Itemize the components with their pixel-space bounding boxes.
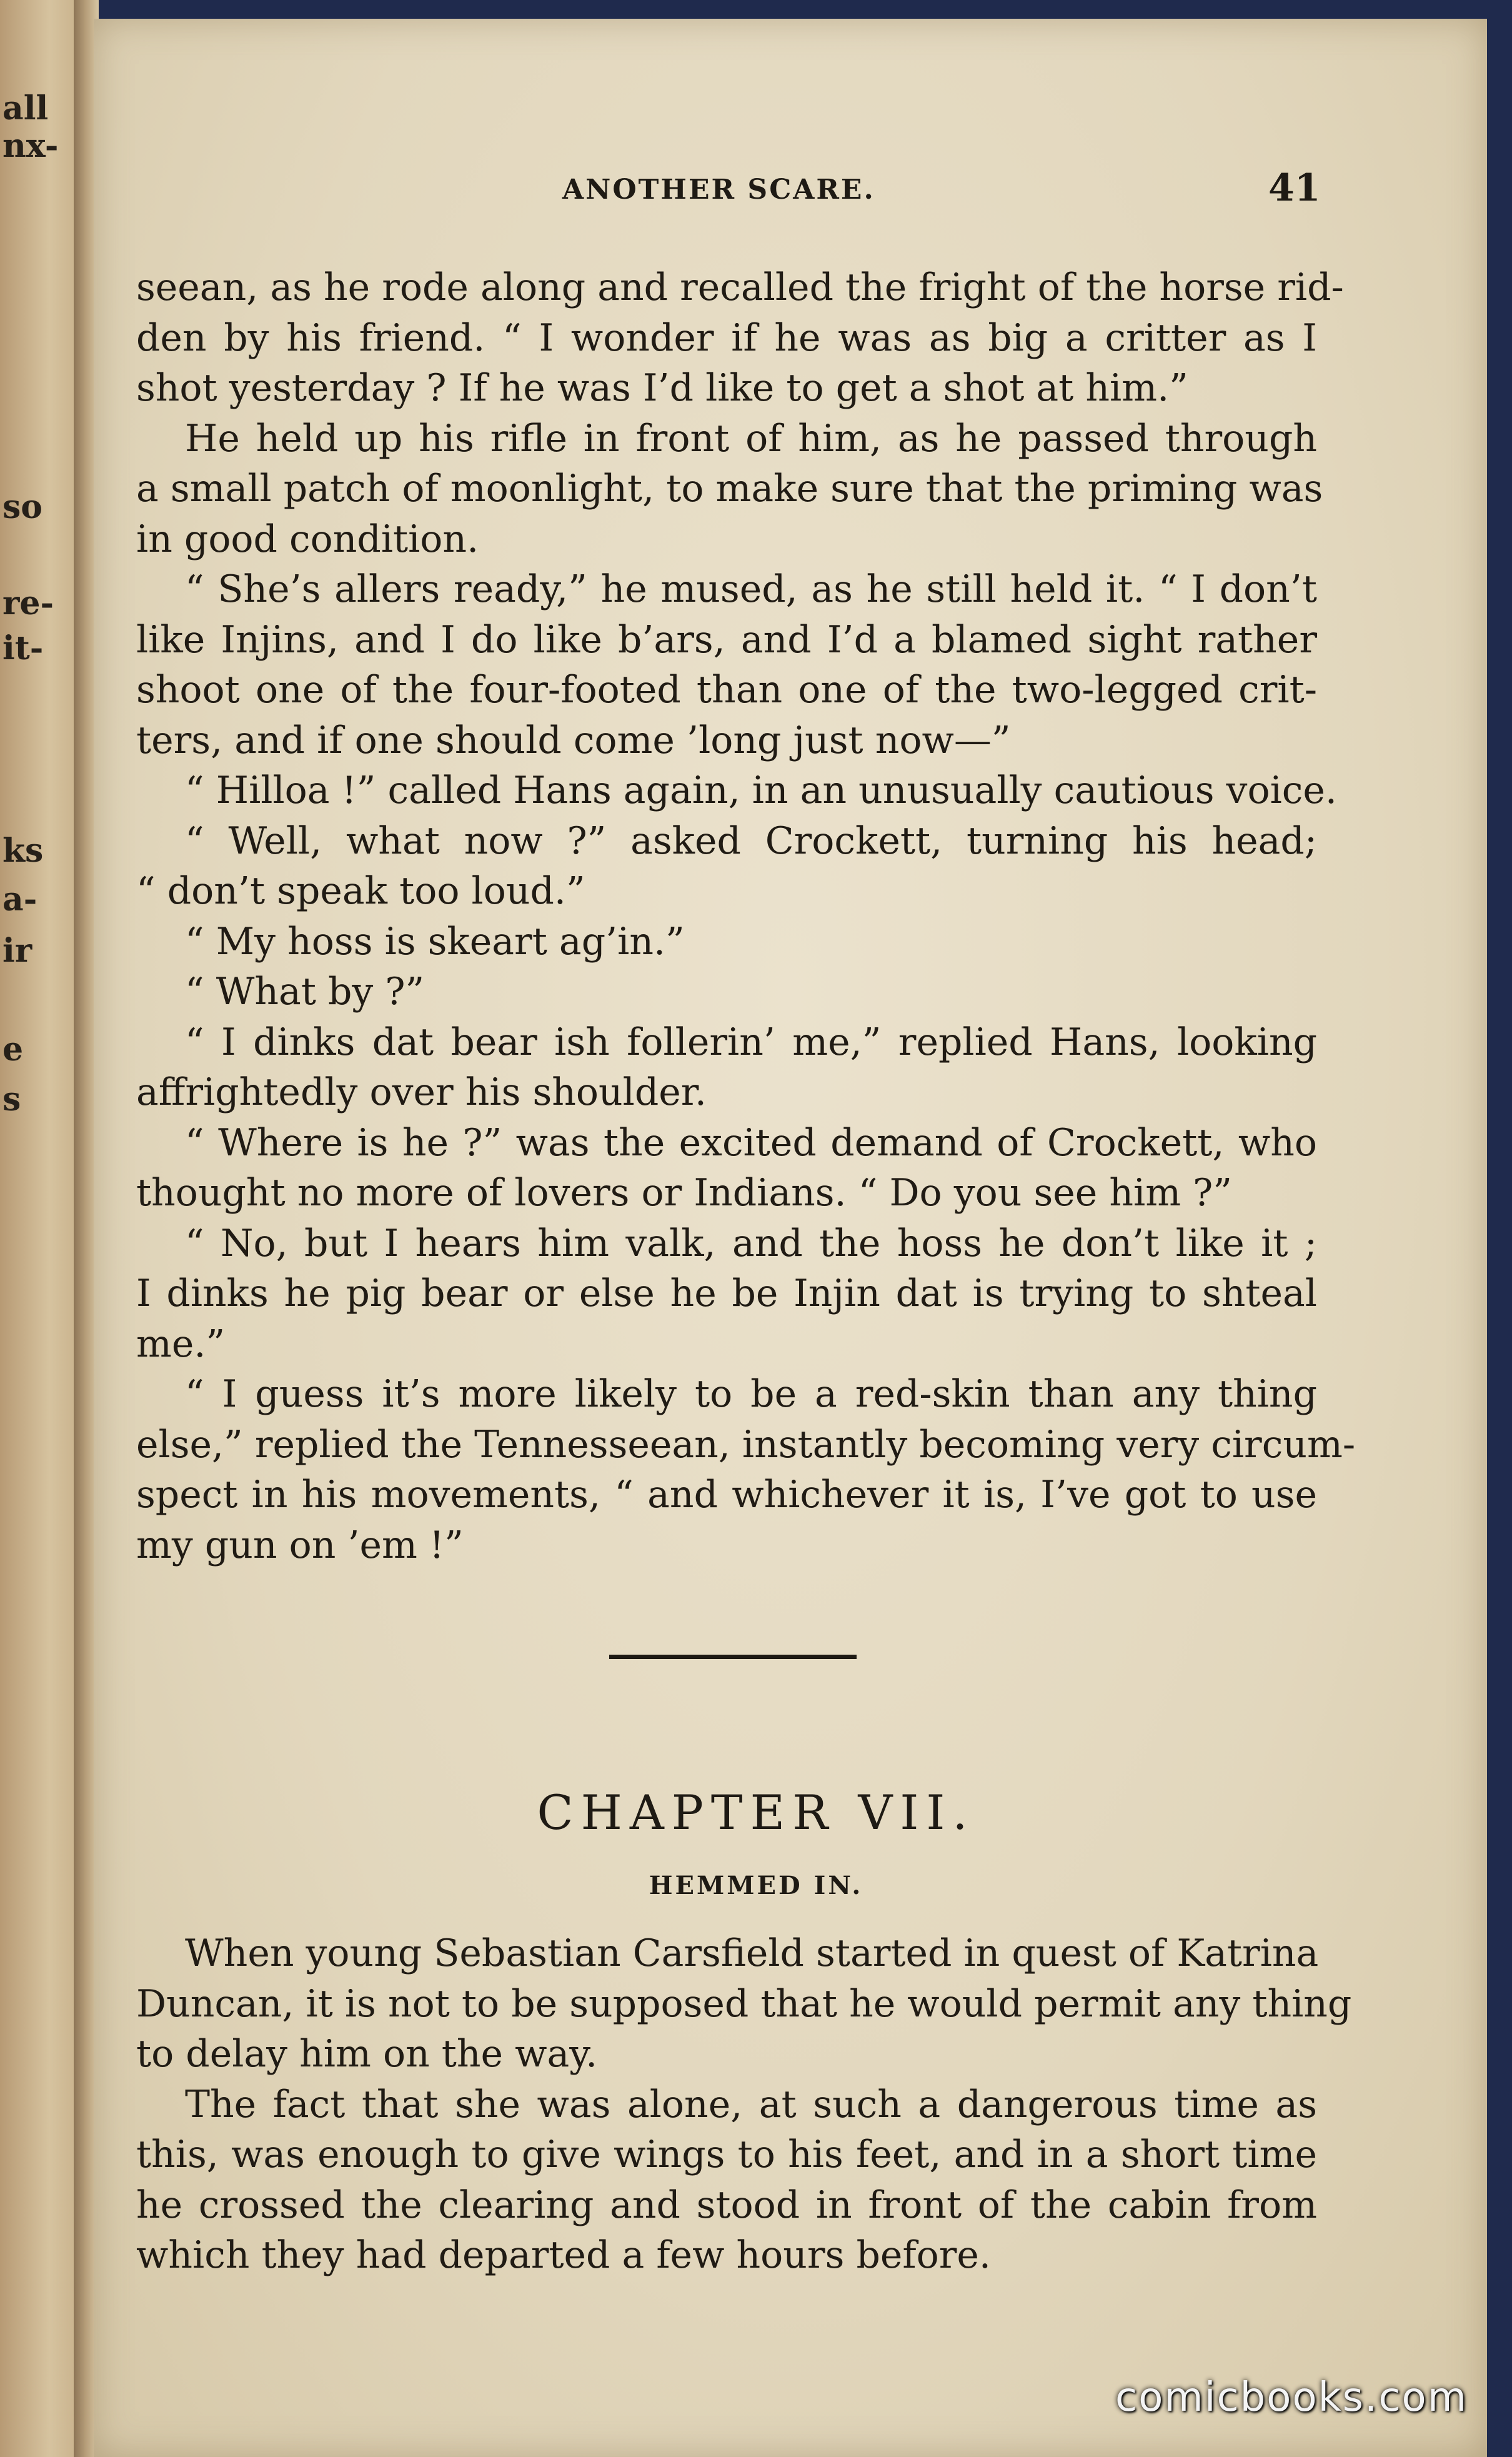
text-line: “ I guess it’s more likely to be a red-skin than any thing <box>185 1372 1317 1416</box>
text-line: which they had departed a few hours before. <box>136 2233 991 2277</box>
text-line: me.” <box>136 1322 226 1366</box>
left-page-fragment: all <box>2 89 49 127</box>
chapter-text <box>136 1928 1352 2281</box>
left-page-fragment: ir <box>2 932 32 970</box>
text-line: like Injins, and I do like b’ars, and I’d a blamed sight rather <box>136 617 1317 662</box>
text-line: “ Well, what now ?” asked Crockett, turning his head; <box>185 819 1317 863</box>
text-line: I dinks he pig bear or else he be Injin dat is trying to shteal <box>136 1272 1317 1315</box>
text-line: He held up his rifle in front of him, as he passed through <box>185 416 1317 461</box>
left-page-fragment: s <box>2 1080 21 1119</box>
left-page-fragment: a- <box>2 880 37 919</box>
text-line: “ She’s allers ready,” he mused, as he still held it. “ I don’t <box>185 567 1317 611</box>
text-line: in good condition. <box>136 517 479 561</box>
text-line: to delay him on the way. <box>136 2032 598 2076</box>
left-page-fragment: re- <box>2 584 54 622</box>
text-line: a small patch of moonlight, to make sure that the priming was <box>136 467 1323 511</box>
site-watermark: comicbooks.com <box>1115 2375 1468 2421</box>
chapter-title: CHAPTER VII. <box>537 1785 975 1840</box>
text-line: ters, and if one should come ’long just now—” <box>136 718 1011 762</box>
left-page-fragment: so <box>2 488 42 526</box>
text-line: this, was enough to give wings to his feet, and in a short time <box>136 2133 1317 2176</box>
text-line: “ don’t speak too loud.” <box>136 869 585 913</box>
section-divider <box>609 1655 857 1659</box>
text-line: Duncan, it is not to be supposed that he would permit any thing <box>136 1981 1352 2026</box>
text-line: spect in his movements, “ and whichever it is, I’ve got to use <box>136 1473 1317 1517</box>
text-line: “ What by ?” <box>185 970 425 1014</box>
text-line: affrightedly over his shoulder. <box>136 1070 707 1114</box>
text-line: “ No, but I hears him valk, and the hoss he don’t like it ; <box>185 1221 1317 1265</box>
text-line: my gun on ’em !” <box>136 1523 464 1567</box>
text-line: “ I dinks dat bear ish follerin’ me,” replied Hans, looking <box>185 1020 1317 1064</box>
left-page-fragment: ks <box>2 832 44 870</box>
text-line: “ Where is he ?” was the excited demand of Crockett, who <box>185 1120 1317 1165</box>
text-line: else,” replied the Tennesseean, instantly becoming very circum- <box>136 1422 1356 1467</box>
text-line: he crossed the clearing and stood in front of the cabin from <box>136 2183 1317 2227</box>
text-line: den by his friend. “ I wonder if he was as big a critter as I <box>136 316 1317 360</box>
body-text <box>136 262 1356 1570</box>
text-line: When young Sebastian Carsfield started in quest of Katrina <box>185 1931 1319 1975</box>
page-number: 41 <box>1268 166 1321 210</box>
text-line: “ My hoss is skeart ag’in.” <box>185 919 685 964</box>
text-line: The fact that she was alone, at such a dangerous time as <box>185 2082 1317 2126</box>
text-line: seean, as he rode along and recalled the fright of the horse rid- <box>136 266 1344 309</box>
text-line: shoot one of the four-footed than one of the two-legged crit- <box>136 668 1317 712</box>
left-page-edge <box>0 0 82 2457</box>
text-line: thought no more of lovers or Indians. “ Do you see him ?” <box>136 1171 1233 1215</box>
left-page-fragment: e <box>2 1030 24 1069</box>
left-page-fragment: nx- <box>2 127 59 165</box>
left-page-fragment: it- <box>2 629 44 667</box>
running-title: ANOTHER SCARE. <box>562 174 875 206</box>
chapter-subtitle: HEMMED IN. <box>649 1871 863 1900</box>
text-line: “ Hilloa !” called Hans again, in an unusually cautious voice. <box>185 769 1337 812</box>
text-line: shot yesterday ? If he was I’d like to get a shot at him.” <box>136 366 1188 410</box>
